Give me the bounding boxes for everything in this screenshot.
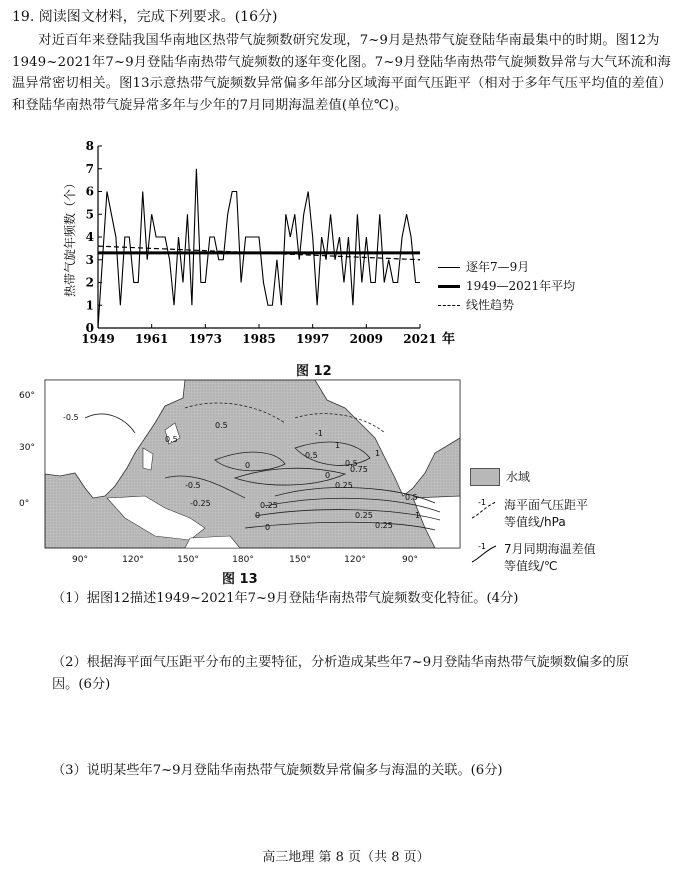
figure13-legend	[470, 468, 596, 584]
question-material: 对近百年来登陆我国华南地区热带气旋频数研究发现，7~9月是热带气旋登陆华南最集中的时期。图12为1949~2021年7~9月登陆华南热带气旋频数的逐年变化图。7~9月登陆华南热带气旋频数异常与大气环流和海温异常密切相关。图13示意热带气旋频数异常偏多年部分区域海平面气压距平（相对于多年气压平均值的差值）和登陆华南热带气旋异常多年与少年的7月同期海温差值(单位℃)。	[12, 33, 672, 113]
x-tick-label: 1949	[81, 332, 115, 346]
figure13-caption: 图 13	[222, 572, 258, 587]
contour-label: 0.25	[375, 521, 393, 530]
y-tick-label: 4	[85, 230, 94, 244]
legend13-water	[470, 468, 596, 486]
subquestion-1: （1）据图12描述1949~2021年7~9月登陆华南热带气旋频数变化特征。(4分)	[52, 591, 519, 606]
y-axis-label: 热带气旋年频数（个）	[63, 176, 77, 298]
contour-label: 0.75	[350, 465, 368, 474]
legend13-sst-line2: 等值线/℃	[504, 559, 558, 573]
contour-label: 0	[265, 523, 271, 532]
contour-label: 1	[335, 441, 341, 450]
lat-label: 60°	[19, 391, 35, 401]
lat-label: 30°	[19, 443, 35, 453]
y-tick-label: 2	[85, 275, 94, 290]
figure13-map	[15, 378, 465, 568]
y-tick-label: 3	[85, 252, 94, 267]
figure12-caption: 图 12	[296, 364, 332, 379]
slp-sample-icon	[470, 496, 498, 522]
contour-label: 0	[255, 511, 261, 520]
legend-swatch-thick	[438, 285, 460, 288]
contour-label: -0.5	[185, 481, 201, 490]
lon-label: 90°	[402, 555, 418, 565]
sst-sample-label: -1	[478, 542, 486, 551]
contour-label: 1	[415, 511, 421, 520]
contour-label: 0.25	[355, 511, 373, 520]
y-tick-label: 0	[85, 321, 94, 335]
lon-label: 90°	[72, 555, 88, 565]
legend13-slp	[470, 496, 596, 530]
lat-label-group	[19, 391, 35, 509]
figure12-legend	[438, 258, 575, 315]
x-tick-label: 1973	[188, 332, 223, 346]
legend-item-mean	[438, 277, 575, 296]
chart-labels	[62, 139, 455, 347]
lon-label: 150°	[177, 555, 199, 565]
legend13-water-label: 水域	[506, 470, 531, 484]
legend-label-mean: 1949—2021年平均	[466, 279, 576, 293]
contour-label: 0	[325, 471, 331, 480]
y-tick-label: 8	[85, 139, 94, 153]
subquestion-3: （3）说明某些年7~9月登陆华南热带气旋频数异常偏多与海温的关联。(6分)	[52, 763, 503, 778]
lon-label: 120°	[122, 555, 144, 565]
x-axis-label: 年	[442, 332, 456, 347]
y-tick-label: 5	[85, 207, 94, 222]
contour-label: 0.5	[305, 451, 318, 460]
contour-label: 0.25	[260, 501, 278, 510]
subquestion-2: （2）根据海平面气压距平分布的主要特征，分析造成某些年7~9月登陆华南热带气旋频数偏多的原因。(6分)	[52, 655, 629, 692]
legend-label-yearly: 逐年7—9月	[466, 260, 530, 274]
y-tick-label: 6	[85, 184, 94, 199]
lon-label: 150°	[289, 555, 311, 565]
chart-series	[98, 169, 420, 328]
lon-label-group	[72, 555, 418, 565]
lat-label: 0°	[19, 499, 30, 509]
contour-label: -1	[315, 429, 323, 438]
lon-label: 120°	[344, 555, 366, 565]
legend-label-trend: 线性趋势	[466, 298, 515, 312]
x-tick-label: 1997	[295, 332, 330, 346]
sst-sample-icon	[470, 540, 498, 566]
legend13-sst-line1: 7月同期海温差值	[504, 542, 596, 556]
contour-label: 0.5	[165, 435, 178, 444]
legend-swatch-dashed	[438, 305, 460, 306]
x-tick-label: 1961	[134, 332, 169, 346]
legend-item-yearly	[438, 258, 575, 277]
contour-label: -0.25	[190, 499, 211, 508]
contour-label: -0.5	[63, 413, 79, 422]
legend-swatch-thin	[438, 267, 460, 268]
lon-label: 180°	[232, 555, 254, 565]
legend13-slp-line1: 海平面气压距平	[504, 498, 589, 512]
x-tick-label: 1985	[242, 332, 276, 346]
contour-label: 0	[245, 461, 251, 470]
contour-label: 0.5	[405, 493, 418, 502]
page-footer: 高三地理 第 8 页（共 8 页）	[262, 850, 430, 865]
legend13-sst	[470, 540, 596, 574]
x-tick-label: 2021	[403, 332, 437, 346]
australia-land	[185, 536, 240, 548]
question-header: 19. 阅读图文材料，完成下列要求。(16分)	[12, 9, 278, 25]
x-tick-label: 2009	[349, 332, 384, 346]
contour-label: 0.5	[215, 421, 228, 430]
y-tick-label: 7	[85, 161, 94, 176]
legend-item-trend	[438, 296, 575, 315]
y-tick-label: 1	[85, 298, 94, 313]
slp-sample-label: -1	[478, 498, 486, 507]
contour-label: 1	[375, 449, 381, 458]
water-swatch	[470, 468, 500, 486]
legend13-slp-line2: 等值线/hPa	[504, 515, 566, 529]
contour-label: 0.25	[335, 481, 353, 490]
contour-label: 0.5	[345, 459, 358, 468]
figure12-chart	[60, 138, 480, 353]
